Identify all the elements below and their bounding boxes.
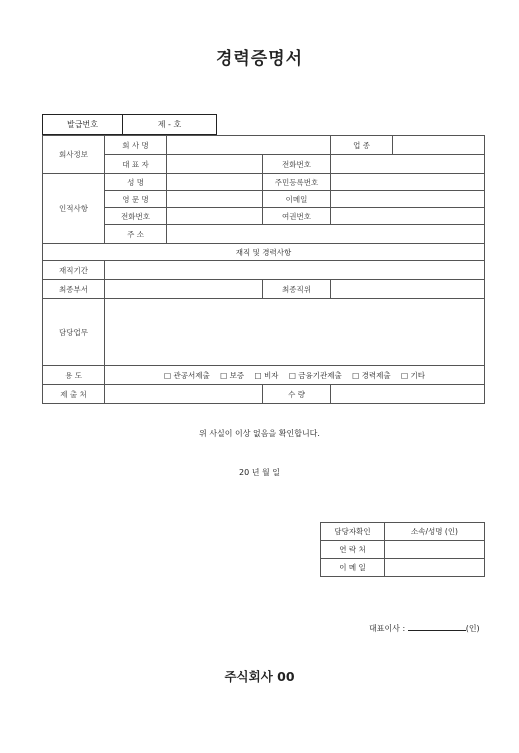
usage-label: 용 도: [43, 366, 105, 385]
ceo-field[interactable]: [167, 155, 263, 174]
representative-label: 대표이사 :: [369, 624, 406, 633]
company-phone-label: 전화번호: [263, 155, 331, 174]
address-label: 주 소: [105, 225, 167, 244]
manager-confirm-value[interactable]: 소속/성명 (인): [385, 523, 485, 541]
industry-label: 업 종: [331, 136, 393, 155]
issue-number-value: 제 - 호: [123, 115, 217, 135]
usage-option-career[interactable]: □ 경력제출: [352, 370, 391, 380]
quantity-field[interactable]: [331, 385, 485, 404]
representative-signature: [369, 622, 480, 634]
final-position-label: 최종직위: [263, 280, 331, 299]
manager-confirm-label: 담당자확인: [321, 523, 385, 541]
final-position-field[interactable]: [331, 280, 485, 299]
person-name-label: 성 명: [105, 174, 167, 191]
industry-field[interactable]: [393, 136, 485, 155]
usage-options: [105, 366, 485, 385]
career-section-header: 재직 및 경력사항: [43, 244, 485, 261]
person-phone-label: 전화번호: [105, 208, 167, 225]
date-line: 20 년 월 일: [239, 468, 280, 477]
ceo-label: 대 표 자: [105, 155, 167, 174]
usage-option-government[interactable]: □ 관공서제출: [164, 370, 210, 380]
quantity-label: 수 량: [263, 385, 331, 404]
company-name: 주식회사 00: [224, 669, 295, 684]
address-field[interactable]: [167, 225, 485, 244]
company-phone-field[interactable]: [331, 155, 485, 174]
contact-email-field[interactable]: [385, 559, 485, 577]
passport-label: 여권번호: [263, 208, 331, 225]
personal-info-section-label: 인적사항: [43, 174, 105, 244]
contact-phone-field[interactable]: [385, 541, 485, 559]
usage-option-other[interactable]: □ 기타: [401, 370, 425, 380]
issue-number-label: 발급번호: [43, 115, 123, 135]
document-title: 경력증명서: [215, 49, 304, 69]
email-field[interactable]: [331, 191, 485, 208]
employment-period-field[interactable]: [105, 261, 485, 280]
employment-period-label: 재직기간: [43, 261, 105, 280]
usage-option-guarantee[interactable]: □ 보증: [220, 370, 245, 380]
person-phone-field[interactable]: [167, 208, 263, 225]
contact-phone-label: 연 락 처: [321, 541, 385, 559]
career-certificate-table: [42, 135, 485, 404]
company-info-section-label: 회사정보: [43, 136, 105, 174]
final-department-field[interactable]: [105, 280, 263, 299]
signature-line[interactable]: [408, 622, 466, 631]
english-name-label: 영 문 명: [105, 191, 167, 208]
passport-field[interactable]: [331, 208, 485, 225]
english-name-field[interactable]: [167, 191, 263, 208]
person-name-field[interactable]: [167, 174, 263, 191]
rrn-label: 주민등록번호: [263, 174, 331, 191]
email-label: 이메일: [263, 191, 331, 208]
submit-to-field[interactable]: [105, 385, 263, 404]
confirmation-text: 위 사실이 이상 없음을 확인합니다.: [199, 429, 320, 438]
rrn-field[interactable]: [331, 174, 485, 191]
usage-option-financial[interactable]: □ 금융기관제출: [288, 370, 342, 380]
company-name-label: 회 사 명: [105, 136, 167, 155]
usage-option-visa[interactable]: □ 비자: [254, 370, 279, 380]
company-name-field[interactable]: [167, 136, 331, 155]
final-department-label: 최종부서: [43, 280, 105, 299]
contact-table: [320, 522, 485, 577]
submit-to-label: 제 출 처: [43, 385, 105, 404]
duty-field[interactable]: [105, 299, 485, 366]
contact-email-label: 이 메 일: [321, 559, 385, 577]
duty-label: 담당업무: [43, 299, 105, 366]
issue-number-table: [42, 114, 217, 135]
seal-mark: (인): [465, 624, 480, 633]
